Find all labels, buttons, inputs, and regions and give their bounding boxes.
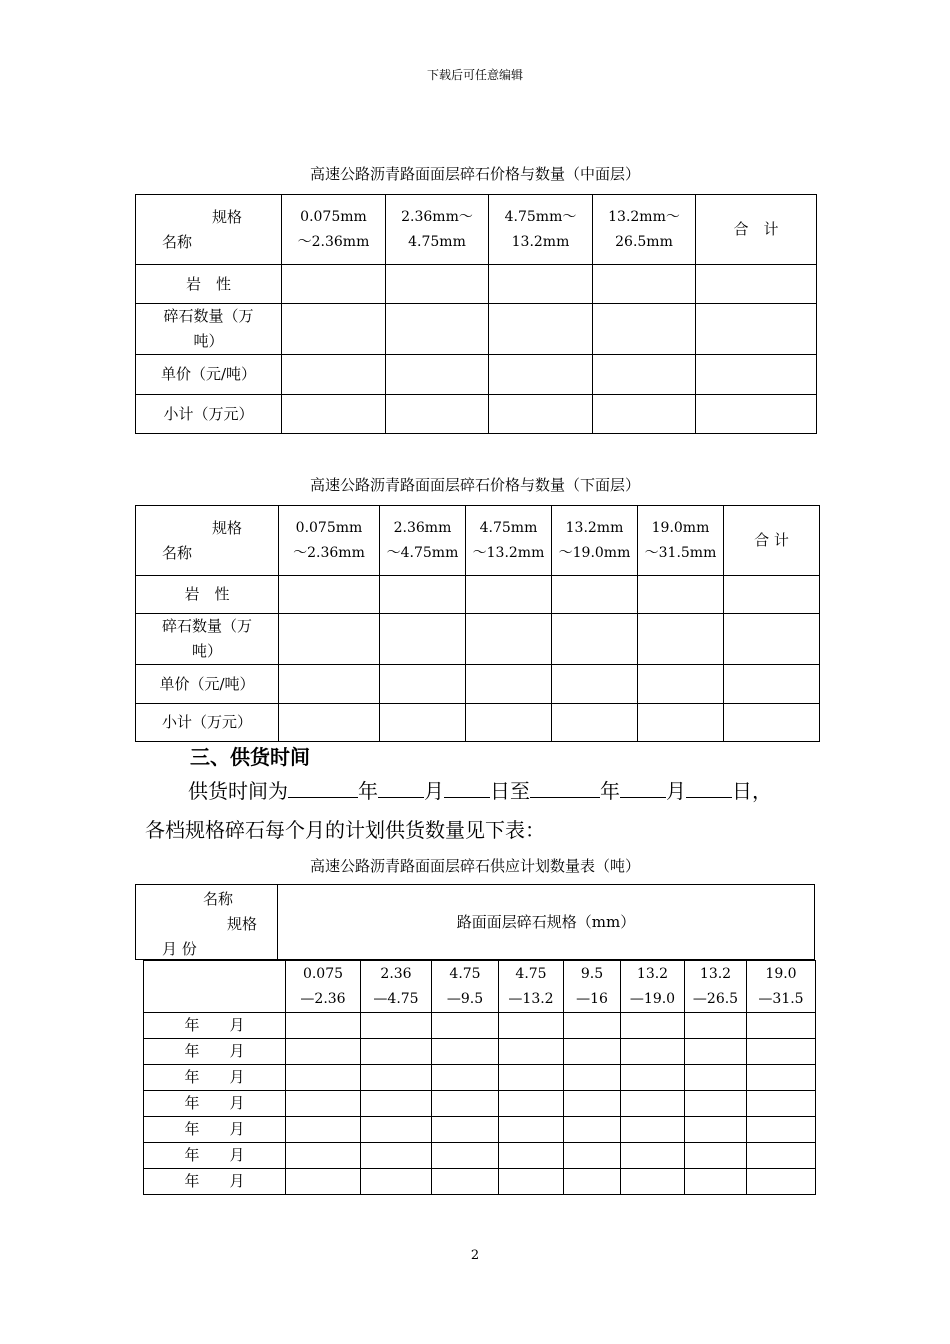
header-note: 下载后可任意编辑: [426, 68, 523, 82]
table3-col-header: 4.75 —13.2: [499, 961, 564, 1013]
section-heading: 三、供货时间: [190, 745, 310, 769]
supply-time-line: 供货时间为 年 月 日至 年 月 日，: [188, 779, 772, 803]
table1-caption: 高速公路沥青路面面层碎石价格与数量（中面层）: [309, 165, 640, 183]
year-blank[interactable]: [530, 777, 600, 798]
table3-col-header: 13.2 —26.5: [685, 961, 747, 1013]
table1-col-header: 2.36mm～ 4.75mm: [386, 195, 489, 265]
price-quantity-table-middle-layer: [135, 194, 817, 434]
month-row-label: 年 月: [144, 1117, 286, 1143]
supply-plan-table: [143, 960, 816, 1195]
table2-caption: 高速公路沥青路面面层碎石价格与数量（下面层）: [309, 476, 640, 494]
table1-corner-name: 名称: [162, 233, 193, 251]
table2-col-header: 2.36mm ～4.75mm: [380, 506, 466, 576]
table3-corner-cell: [136, 885, 278, 959]
table3-col-header: 13.2 —19.0: [621, 961, 685, 1013]
table3-col-header: 4.75 —9.5: [432, 961, 499, 1013]
table1-col-header: 13.2mm～ 26.5mm: [593, 195, 696, 265]
table2-total-header: 合 计: [724, 506, 820, 576]
table3-col-header: 9.5 —16: [564, 961, 621, 1013]
table1-total-header: 合 计: [696, 195, 817, 265]
table3-corner-spec: 规格: [227, 915, 258, 933]
table2-col-header: 13.2mm ～19.0mm: [552, 506, 638, 576]
table3-header-block: [135, 884, 815, 960]
month-row-label: 年 月: [144, 1169, 286, 1195]
table1-row-label: 碎石数量（万 吨）: [136, 304, 282, 355]
supply-plan-intro: 各档规格碎石每个月的计划供货数量见下表：: [145, 818, 545, 842]
table1-corner-spec: 规格: [212, 208, 243, 226]
table2-corner-spec: 规格: [212, 519, 243, 537]
table3-col-header: 19.0 —31.5: [747, 961, 816, 1013]
table3-corner-month: 月 份: [162, 940, 197, 958]
day-blank[interactable]: [686, 777, 732, 798]
month-row-label: 年 月: [144, 1091, 286, 1117]
table2-col-header: 4.75mm ～13.2mm: [466, 506, 552, 576]
table2-row-label: 小计（万元）: [136, 704, 279, 742]
table3-group-header: 路面面层碎石规格（mm）: [456, 913, 636, 931]
table2-row-label: 单价（元/吨）: [136, 665, 279, 704]
table2-col-header: 0.075mm ～2.36mm: [279, 506, 380, 576]
table1-corner-cell: [136, 195, 282, 265]
year-blank[interactable]: [288, 777, 358, 798]
table3-corner-name: 名称: [203, 890, 234, 908]
month-row-label: 年 月: [144, 1039, 286, 1065]
month-row-label: 年 月: [144, 1013, 286, 1039]
table1-row-label: 小计（万元）: [136, 395, 282, 434]
month-row-label: 年 月: [144, 1065, 286, 1091]
table3-caption: 高速公路沥青路面面层碎石供应计划数量表（吨）: [309, 857, 640, 875]
table2-row-label: 碎石数量（万 吨）: [136, 614, 279, 665]
table2-corner-cell: [136, 506, 279, 576]
month-row-label: 年 月: [144, 1143, 286, 1169]
month-blank[interactable]: [378, 777, 424, 798]
table1-row-label: 单价（元/吨）: [136, 355, 282, 395]
table1-row-label: 岩 性: [136, 265, 282, 304]
table1-col-header: 0.075mm ～2.36mm: [282, 195, 386, 265]
month-blank[interactable]: [620, 777, 666, 798]
table3-col-header: 2.36 —4.75: [361, 961, 432, 1013]
table2-corner-name: 名称: [162, 544, 193, 562]
table2-row-label: 岩 性: [136, 576, 279, 614]
page-number: 2: [470, 1248, 480, 1263]
day-blank[interactable]: [444, 777, 490, 798]
price-quantity-table-lower-layer: [135, 505, 820, 742]
table3-col-header: 0.075 —2.36: [286, 961, 361, 1013]
table1-col-header: 4.75mm～ 13.2mm: [489, 195, 593, 265]
table2-col-header: 19.0mm ～31.5mm: [638, 506, 724, 576]
